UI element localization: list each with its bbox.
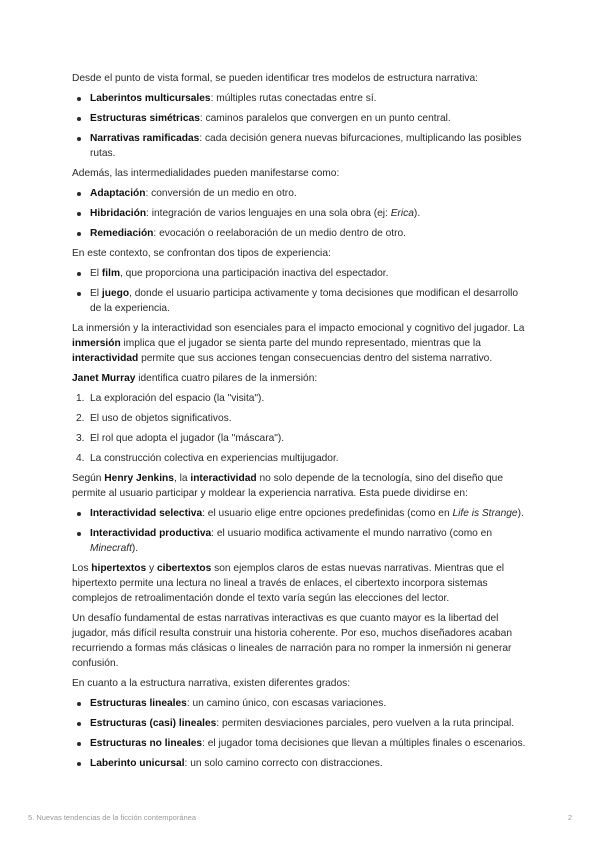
text: La construcción colectiva en experiencias multijugador. bbox=[90, 453, 339, 464]
description: : el usuario elige entre opciones predefinidas (como en bbox=[202, 508, 453, 519]
description: ). bbox=[517, 508, 524, 519]
description: : permiten desviaciones parciales, pero vuelven a la ruta principal. bbox=[216, 718, 515, 729]
document-body bbox=[72, 71, 528, 776]
description: : un solo camino correcto con distracciones. bbox=[184, 758, 383, 769]
paragraph-challenge: Un desafío fundamental de estas narrativas interactivas es que cuanto mayor es la libertad del jugador, más difícil resulta construir una historia coherente. Por eso, muchos diseñadores acaban recurriendo a formas más clásicas o lineales de narración para no romper la inmersión ni generar confusión. bbox=[72, 613, 513, 669]
text: y bbox=[146, 563, 157, 574]
list-item bbox=[72, 286, 528, 316]
page-number: 2 bbox=[567, 813, 572, 822]
text: implica que el jugador se sienta parte del mundo representado, mientras que la bbox=[120, 338, 481, 349]
list-number: 3. bbox=[76, 433, 85, 444]
work-title: Erica bbox=[390, 208, 414, 219]
list-item bbox=[72, 266, 528, 281]
text: La exploración del espacio (la "visita"). bbox=[90, 393, 265, 404]
text: El rol que adopta el jugador (la "máscara"). bbox=[90, 433, 285, 444]
text: El bbox=[90, 268, 102, 279]
term: interactividad bbox=[72, 353, 139, 364]
paragraph-intro-intermedial: Además, las intermedialidades pueden manifestarse como: bbox=[72, 168, 340, 179]
term: hipertextos bbox=[91, 563, 147, 574]
term: cibertextos bbox=[156, 563, 212, 574]
term: Hibridación bbox=[90, 208, 147, 219]
author-name: Henry Jenkins bbox=[104, 473, 174, 484]
term: Interactividad productiva bbox=[90, 528, 212, 539]
description: : caminos paralelos que convergen en un punto central. bbox=[199, 113, 451, 124]
list-item bbox=[72, 391, 528, 406]
description: ). bbox=[131, 543, 139, 554]
paragraph-murray bbox=[72, 371, 528, 386]
paragraph-jenkins bbox=[72, 471, 528, 501]
list-item bbox=[72, 756, 528, 771]
list-item bbox=[72, 451, 528, 466]
list-number: 4. bbox=[76, 453, 85, 464]
footer-chapter-title: 5. Nuevas tendencias de la ficción contemporánea bbox=[28, 813, 197, 822]
paragraph-hypertext bbox=[72, 561, 528, 606]
description: , donde el usuario participa activamente y toma decisiones que modifican el desarrollo de la experiencia. bbox=[90, 288, 519, 314]
text: El bbox=[90, 288, 102, 299]
description: ). bbox=[413, 208, 421, 219]
list-number: 2. bbox=[76, 413, 85, 424]
paragraph-intro-structures: En cuanto a la estructura narrativa, existen diferentes grados: bbox=[72, 678, 351, 689]
work-title: Minecraft bbox=[90, 543, 132, 554]
description: : múltiples rutas conectadas entre sí. bbox=[210, 93, 377, 104]
list-item bbox=[72, 696, 528, 711]
list-intermedial bbox=[72, 186, 528, 241]
description: : integración de varios lenguajes en una sola obra (ej: bbox=[146, 208, 391, 219]
text: , la bbox=[173, 473, 191, 484]
term: Estructuras (casi) lineales bbox=[90, 718, 217, 729]
list-number: 1. bbox=[76, 393, 85, 404]
paragraph-intro-experience: En este contexto, se confrontan dos tipos de experiencia: bbox=[72, 248, 331, 259]
term: Narrativas ramificadas bbox=[90, 133, 200, 144]
description: : un camino único, con escasas variaciones. bbox=[186, 698, 387, 709]
list-item bbox=[72, 111, 528, 126]
term: juego bbox=[101, 288, 130, 299]
page-footer bbox=[28, 810, 572, 822]
list-item bbox=[72, 716, 528, 731]
list-item bbox=[72, 206, 528, 221]
text: La inmersión y la interactividad son esenciales para el impacto emocional y cognitivo del jugador. La bbox=[72, 323, 525, 334]
list-pillars bbox=[72, 391, 528, 466]
term: film bbox=[101, 268, 121, 279]
term: Adaptación bbox=[90, 188, 146, 199]
work-title: Life is Strange bbox=[452, 508, 518, 519]
list-interactivity bbox=[72, 506, 528, 556]
list-item bbox=[72, 736, 528, 751]
list-item bbox=[72, 186, 528, 201]
list-item bbox=[72, 226, 528, 241]
term: Estructuras simétricas bbox=[90, 113, 200, 124]
paragraph-intro-models: Desde el punto de vista formal, se pueden identificar tres modelos de estructura narrativa: bbox=[72, 73, 479, 84]
term: inmersión bbox=[72, 338, 121, 349]
author-name: Janet Murray bbox=[72, 373, 136, 384]
list-item bbox=[72, 431, 528, 446]
description: : cada decisión genera nuevas bifurcaciones, multiplicando las posibles rutas. bbox=[90, 133, 522, 159]
paragraph-immersion bbox=[72, 321, 528, 366]
description: : evocación o reelaboración de un medio dentro de otro. bbox=[153, 228, 407, 239]
text: no solo depende de la tecnología, sino del diseño que permite al usuario participar y moldear la experiencia narrativa. Esta puede dividirse en: bbox=[72, 473, 504, 499]
term: Interactividad selectiva bbox=[90, 508, 203, 519]
list-structures bbox=[72, 696, 528, 771]
list-item bbox=[72, 526, 528, 556]
list-experiences bbox=[72, 266, 528, 316]
description: : el usuario modifica activamente el mundo narrativo (como en bbox=[211, 528, 493, 539]
list-item bbox=[72, 91, 528, 106]
description: : el jugador toma decisiones que llevan a múltiples finales o escenarios. bbox=[202, 738, 526, 749]
term: Estructuras lineales bbox=[90, 698, 187, 709]
list-item bbox=[72, 131, 528, 161]
term: Estructuras no lineales bbox=[90, 738, 203, 749]
text: permite que sus acciones tengan consecuencias dentro del sistema narrativo. bbox=[138, 353, 493, 364]
text: identifica cuatro pilares de la inmersión: bbox=[135, 373, 318, 384]
text: El uso de objetos significativos. bbox=[90, 413, 232, 424]
term: interactividad bbox=[190, 473, 257, 484]
list-models bbox=[72, 91, 528, 161]
description: , que proporciona una participación inactiva del espectador. bbox=[120, 268, 389, 279]
text: Según bbox=[72, 473, 105, 484]
term: Laberintos multicursales bbox=[90, 93, 211, 104]
description: : conversión de un medio en otro. bbox=[145, 188, 297, 199]
term: Remediación bbox=[90, 228, 154, 239]
text: son ejemplos claros de estas nuevas narrativas. Mientras que el hipertexto permite una lectura no lineal a través de enlaces, el cibertexto incorpora sistemas complejos de retroalimentación donde el texto varía según las elecciones del lector. bbox=[72, 563, 505, 604]
list-item bbox=[72, 506, 528, 521]
text: Los bbox=[72, 563, 92, 574]
list-item bbox=[72, 411, 528, 426]
term: Laberinto unicursal bbox=[90, 758, 185, 769]
